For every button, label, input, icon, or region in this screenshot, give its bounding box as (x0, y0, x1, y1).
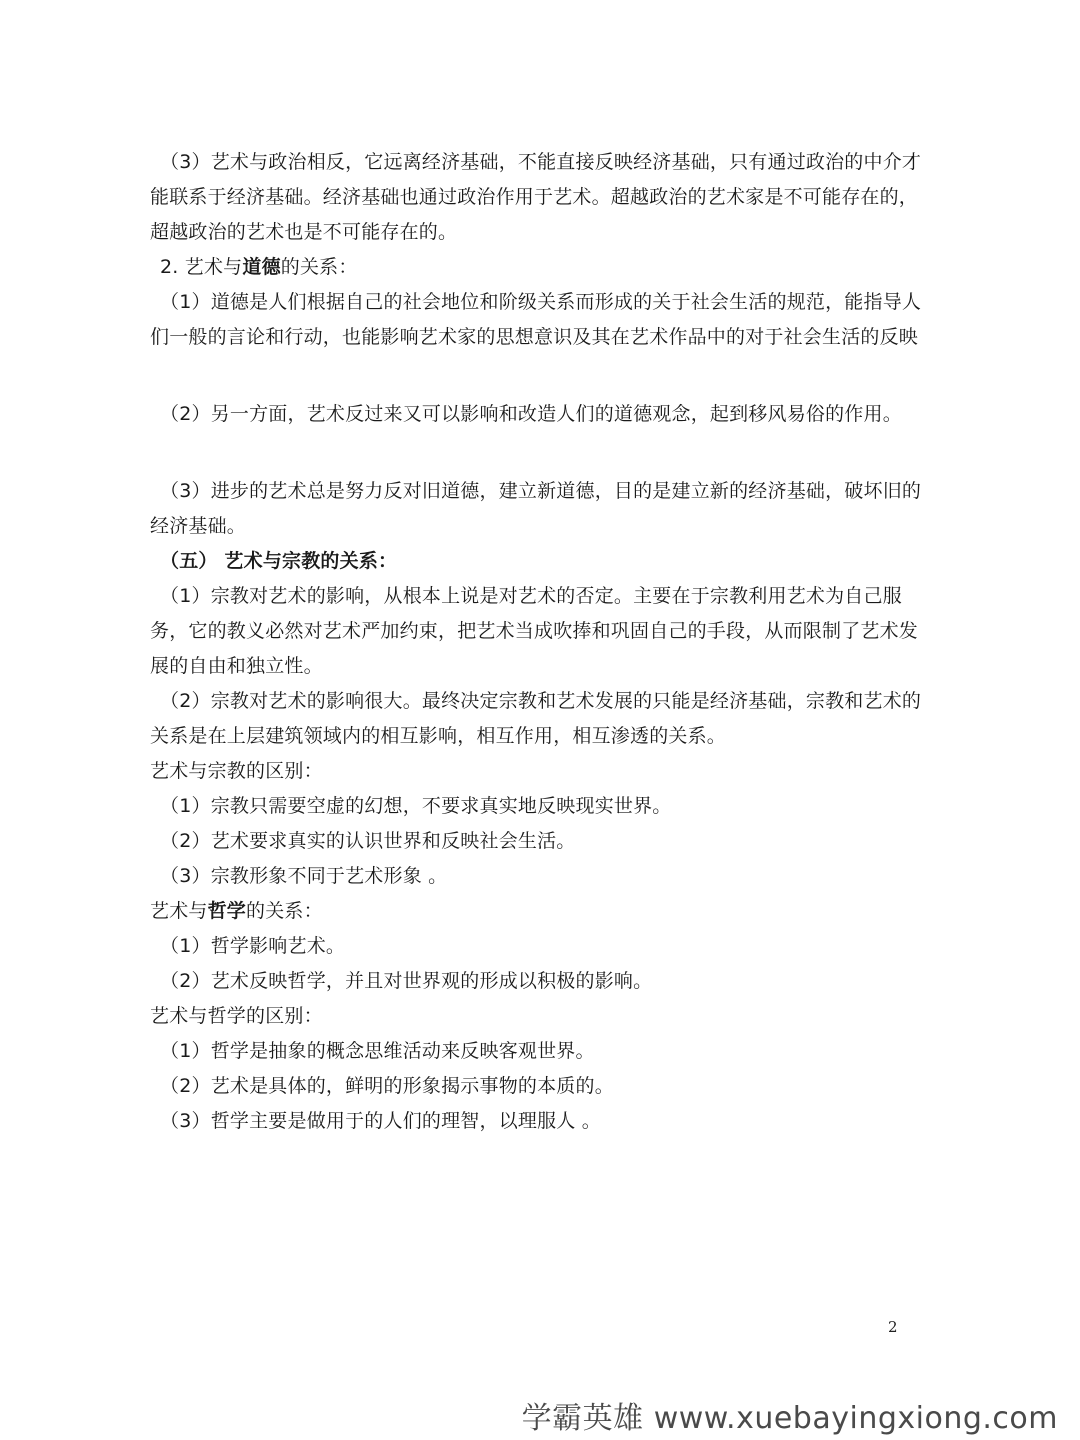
paragraph-line: （3）进步的艺术总是努力反对旧道德，建立新道德，目的是建立新的经济基础，破坏旧的 (160, 480, 922, 502)
section-heading-religion: （五） 艺术与宗教的关系： (160, 550, 398, 572)
heading-prefix: 2. 艺术与 (160, 256, 243, 278)
document-body (150, 145, 980, 1139)
page-number: 2 (888, 1318, 898, 1336)
paragraph-line: 关系是在上层建筑领域内的相互影响，相互作用，相互渗透的关系。 (150, 725, 727, 747)
paragraph-line: 们一般的言论和行动，也能影响艺术家的思想意识及其在艺术作品中的对于社会生活的反映 (150, 326, 919, 348)
watermark: 学霸英雄 www.xuebayingxiong.com (521, 1401, 1058, 1436)
heading-keyword: 哲学 (207, 900, 247, 922)
blank-space (150, 355, 980, 397)
paragraph-line: （1）道德是人们根据自己的社会地位和阶级关系而形成的关于社会生活的规范，能指导人 (160, 291, 922, 313)
list-item: （1）哲学影响艺术。 (160, 935, 346, 957)
heading-prefix: 艺术与 (150, 900, 208, 922)
subheading-philosophy-relation (150, 894, 980, 929)
heading-suffix: 的关系： (246, 900, 323, 922)
subheading-philosophy-difference: 艺术与哲学的区别： (150, 1005, 323, 1027)
heading-keyword: 道德 (242, 256, 281, 278)
list-item: （1）哲学是抽象的概念思维活动来反映客观世界。 (160, 1040, 595, 1062)
paragraph-line: 能联系于经济基础。经济基础也通过政治作用于艺术。超越政治的艺术家是不可能存在的， (150, 186, 919, 208)
list-item: （2）艺术要求真实的认识世界和反映社会生活。 (160, 830, 576, 852)
list-item: （1）宗教只需要空虚的幻想，不要求真实地反映现实世界。 (160, 795, 672, 817)
section-heading-morality (150, 250, 980, 285)
paragraph-line: （2）另一方面，艺术反过来又可以影响和改造人们的道德观念，起到移风易俗的作用。 (160, 403, 902, 425)
list-item: （2）艺术反映哲学，并且对世界观的形成以积极的影响。 (160, 970, 653, 992)
paragraph-line: （3）艺术与政治相反，它远离经济基础，不能直接反映经济基础，只有通过政治的中介才 (160, 151, 922, 173)
paragraph-line: （2）宗教对艺术的影响很大。最终决定宗教和艺术发展的只能是经济基础，宗教和艺术的 (160, 690, 922, 712)
list-item: （2）艺术是具体的，鲜明的形象揭示事物的本质的。 (160, 1075, 614, 1097)
paragraph-line: 经济基础。 (150, 515, 247, 537)
list-item: （3）哲学主要是做用于的人们的理智，以理服人 。 (160, 1110, 601, 1132)
subheading-religion-difference: 艺术与宗教的区别： (150, 760, 323, 782)
list-item: （3）宗教形象不同于艺术形象 。 (160, 865, 448, 887)
paragraph-line: 展的自由和独立性。 (150, 655, 323, 677)
heading-suffix: 的关系： (280, 256, 358, 278)
paragraph-line: （1）宗教对艺术的影响，从根本上说是对艺术的否定。主要在于宗教利用艺术为自己服 (160, 585, 902, 607)
paragraph-line: 超越政治的艺术也是不可能存在的。 (150, 221, 458, 243)
paragraph-line: 务，它的教义必然对艺术严加约束，把艺术当成吹捧和巩固自己的手段，从而限制了艺术发 (150, 620, 919, 642)
blank-space (150, 432, 980, 474)
